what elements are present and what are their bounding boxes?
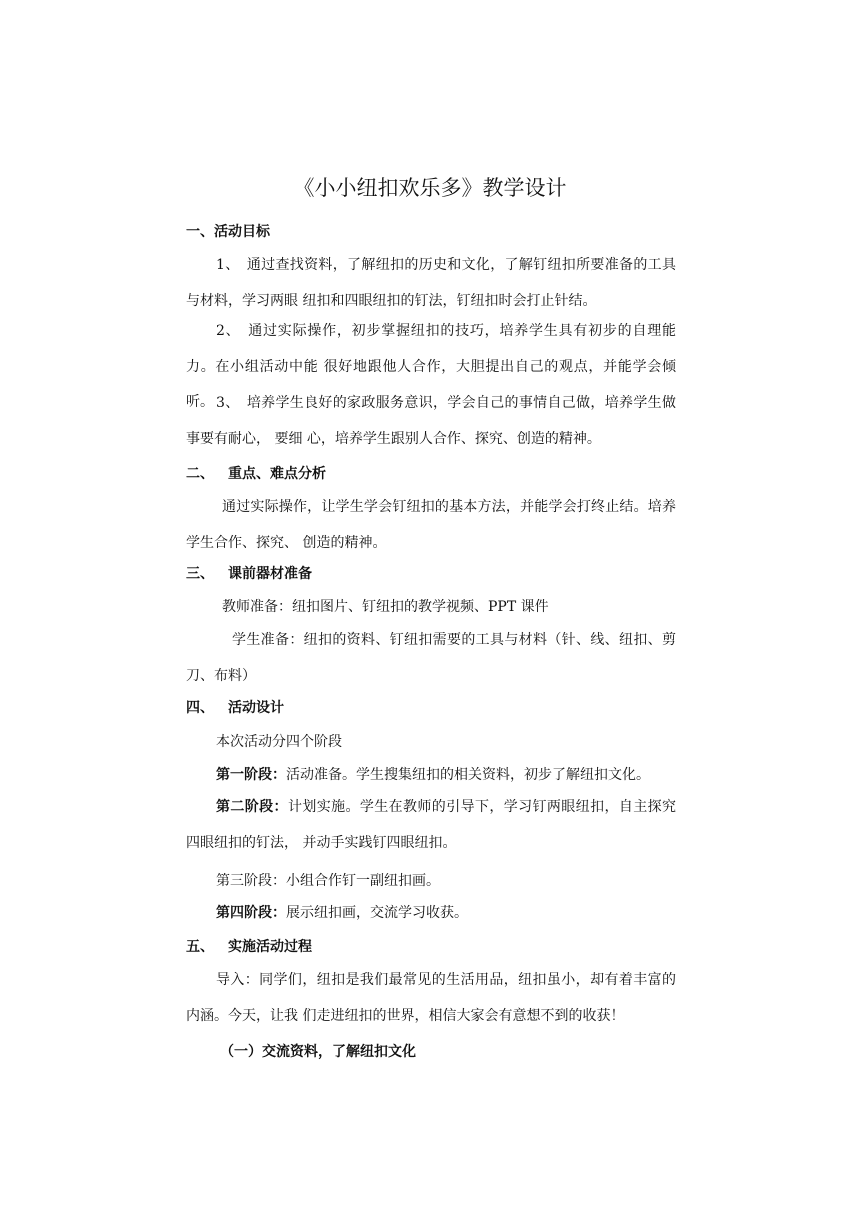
stage-1 bbox=[216, 765, 650, 785]
student-preparation: 学生准备：纽扣的资料、钉纽扣需要的工具与材料（针、线、纽扣、剪刀、布料） bbox=[186, 632, 676, 684]
section-heading-text: 活动设计 bbox=[228, 700, 284, 716]
process-intro: 导入：同学们，纽扣是我们最常见的生活用品，纽扣虽小，却有着丰富的内涵。今天，让我 们走进纽扣的世界，相信大家会有意想不到的收获！ bbox=[186, 972, 676, 1024]
section-heading-key-points bbox=[186, 464, 326, 484]
section-heading-activity-design bbox=[186, 698, 284, 718]
teacher-preparation: 教师准备：纽扣图片、钉纽扣的教学视频、PPT 课件 bbox=[222, 599, 549, 615]
section-number: 四、 bbox=[186, 700, 214, 716]
goal-item-2: 2、 通过实际操作，初步掌握纽扣的技巧，培养学生具有初步的自理能力。在小组活动中能 很好地跟他人合作，大胆提出自己的观点，并能学会倾听。 bbox=[186, 323, 676, 411]
stage-1-label: 第一阶段： bbox=[216, 767, 286, 783]
subsection-heading-1: （一）交流资料，了解纽扣文化 bbox=[220, 1044, 416, 1060]
stage-1-text: 活动准备。学生搜集纽扣的相关资料，初步了解纽扣文化。 bbox=[286, 767, 650, 783]
section-heading-materials bbox=[186, 564, 312, 584]
stage-4-label: 第四阶段： bbox=[216, 905, 286, 921]
stage-3: 第三阶段：小组合作钉一副纽扣画。 bbox=[216, 873, 440, 889]
stage-4-text: 展示纽扣画，交流学习收获。 bbox=[286, 905, 468, 921]
goal-item-1: 1、 通过查找资料，了解纽扣的历史和文化，了解钉纽扣所要准备的工具与材料，学习两眼 纽扣和四眼纽扣的钉法，钉纽扣时会打止针结。 bbox=[186, 257, 676, 309]
activity-intro: 本次活动分四个阶段 bbox=[216, 734, 342, 750]
section-number: 二、 bbox=[186, 466, 214, 482]
goal-item-3: 3、 培养学生良好的家政服务意识，学会自己的事情自己做，培养学生做事要有耐心， 要细 心，培养学生跟别人合作、探究、创造的精神。 bbox=[186, 395, 676, 447]
key-points-body: 通过实际操作，让学生学会钉纽扣的基本方法，并能学会打终止结。培养学生合作、探究、 创造的精神。 bbox=[186, 499, 676, 551]
section-heading-text: 课前器材准备 bbox=[228, 566, 312, 582]
section-heading-process bbox=[186, 937, 312, 957]
section-number: 五、 bbox=[186, 939, 214, 955]
document-title: 《小小纽扣欢乐多》教学设计 bbox=[293, 176, 567, 200]
section-heading-text: 实施活动过程 bbox=[228, 939, 312, 955]
section-heading-goals: 一、活动目标 bbox=[186, 224, 270, 240]
stage-2-label: 第二阶段： bbox=[216, 799, 288, 815]
stage-2-text: 计划实施。学生在教师的引导下，学习钉两眼纽扣，自主探究四眼纽扣的钉法， 并动手实践钉四眼纽扣。 bbox=[186, 799, 677, 851]
stage-2 bbox=[186, 790, 676, 861]
section-heading-text: 重点、难点分析 bbox=[228, 466, 326, 482]
section-number: 三、 bbox=[186, 566, 214, 582]
stage-4 bbox=[216, 903, 468, 923]
